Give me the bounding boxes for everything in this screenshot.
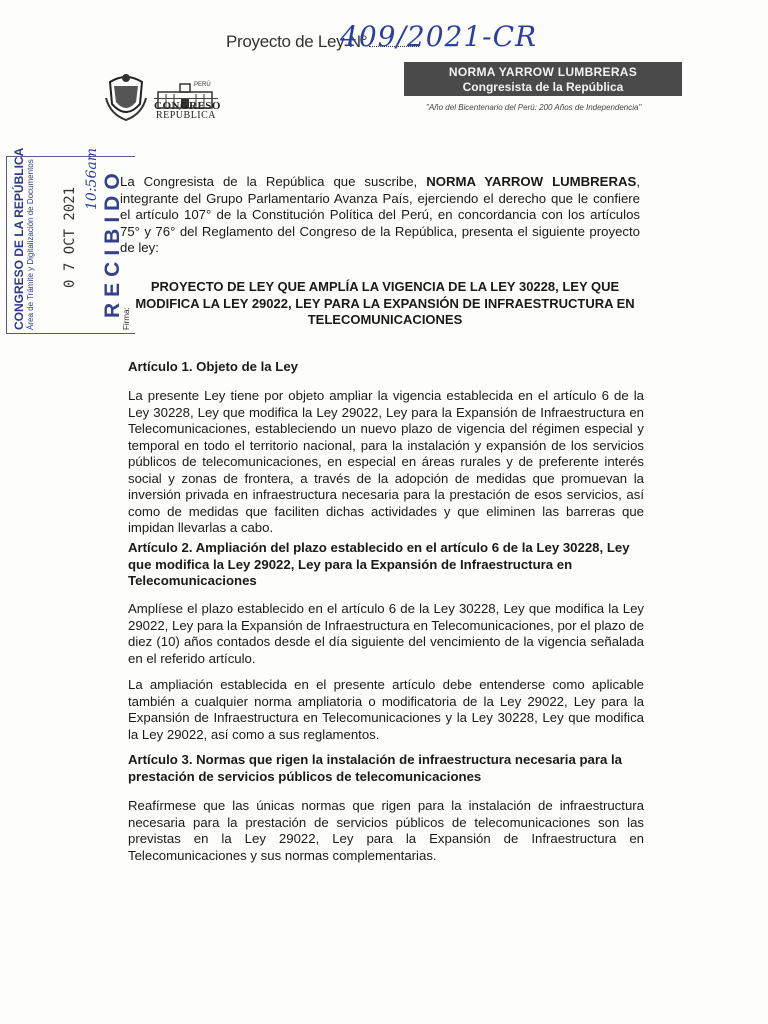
stamp-department: Área de Trámite y Digitalización de Documentos xyxy=(26,159,35,330)
stamp-signature-label: Firma: xyxy=(122,307,131,330)
stamp-received: RECIBIDO xyxy=(101,167,124,318)
stamp-institution: CONGRESO DE LA REPÚBLICA xyxy=(12,147,26,330)
stamp-time-handwritten: 10:56am xyxy=(84,148,100,210)
congresswoman-name-box xyxy=(404,62,682,96)
article-1-paragraph: La presente Ley tiene por objeto ampliar la vigencia establecida en el artículo 6 de la Ley 30228, Ley que modifica la Ley 29022, Ley para la Expansión de Infraestructura en Telecomunicaciones, estableciendo un nuevo plazo de vigencia del régimen especial y temporal en todo el territorio nacional, para la instalación y expansión de los servicios públicos de telecomunicaciones, en especial en áreas rurales y de preferente interés social y zonas de frontera, a través de la adopción de medidas que promuevan la inversión privada en infraestructura necesaria para la prestación de esos servicios, así como de medidas que faciliten dichas actividades y que eliminen las barreras que impidan llevarlas a cabo. xyxy=(128,388,644,535)
bill-title: PROYECTO DE LEY QUE AMPLÍA LA VIGENCIA DE LA LEY 30228, LEY QUE MODIFICA LA LEY 29022, LEY PARA LA EXPANSIÓN DE INFRAESTRUCTURA EN TELECOMUNICACIONES xyxy=(135,279,635,327)
intro-paragraph: La Congresista de la República que suscribe, NORMA YARROW LUMBRERAS, integrante del Grupo Parlamentario Avanza País, ejerciendo el derecho que le confiere el artículo 107° de la Constitución Política del Perú, en concordancia con los artículos 75° y 76° del Reglamento del Congreso de la República, presenta el siguiente proyecto de ley: xyxy=(120,174,640,255)
article-3-paragraph: Reafírmese que las únicas normas que rigen para la instalación de infraestructura necesaria para la prestación de servicios públicos de telecomunicaciones son las previstas en la Ley 29022, Ley para la Expansión de Infraestructura en Telecomunicaciones y sus normas complementarias. xyxy=(128,798,644,863)
article-2-heading: Artículo 2. Ampliación del plazo establecido en el artículo 6 de la Ley 30228, Ley que modifica la Ley 29022, Ley para la Expansión de Infraestructura en Telecomunicaciones xyxy=(128,540,630,588)
congress-logo-country: PERÚ xyxy=(194,82,211,88)
congresswoman-name: NORMA YARROW LUMBRERAS xyxy=(448,65,638,79)
project-number-handwritten: 409/2021-CR xyxy=(340,20,538,53)
stamp-date: 0 7 OCT 2021 xyxy=(62,186,78,288)
article-1-heading: Artículo 1. Objeto de la Ley xyxy=(128,359,299,374)
article-2-paragraph-2: La ampliación establecida en el presente artículo debe entenderse como aplicable también a cualquier norma ampliatoria o modificatoria de la Ley 29022, Ley para la Expansión de Infraestructura en Telecomunicaciones y la Ley 30228, Ley que modifica la Ley 29022, así como a sus reglamentos. xyxy=(128,677,644,742)
peru-coat-of-arms-icon xyxy=(104,68,148,124)
year-motto: "Año del Bicentenario del Perú: 200 Años de Independencia" xyxy=(426,103,642,112)
congress-logo-text: CONGRESO xyxy=(154,100,221,112)
project-number-label: Proyecto de Ley N° xyxy=(226,32,419,52)
article-3-heading: Artículo 3. Normas que rigen la instalación de infraestructura necesaria para la prestación de servicios públicos de telecomunicaciones xyxy=(128,752,622,784)
republic-logo-text: REPÚBLICA xyxy=(155,110,217,121)
intro-name: NORMA YARROW LUMBRERAS xyxy=(426,174,637,189)
article-2-paragraph-1: Amplíese el plazo establecido en el artículo 6 de la Ley 30228, Ley que modifica la Ley 29022, Ley para la Expansión de Infraestructura en Telecomunicaciones, por el plazo de diez (10) años contados desde el día siguiente del vencimiento de la vigencia señalada en el referido artículo. xyxy=(128,601,644,666)
congresswoman-title: Congresista de la República xyxy=(462,80,624,94)
